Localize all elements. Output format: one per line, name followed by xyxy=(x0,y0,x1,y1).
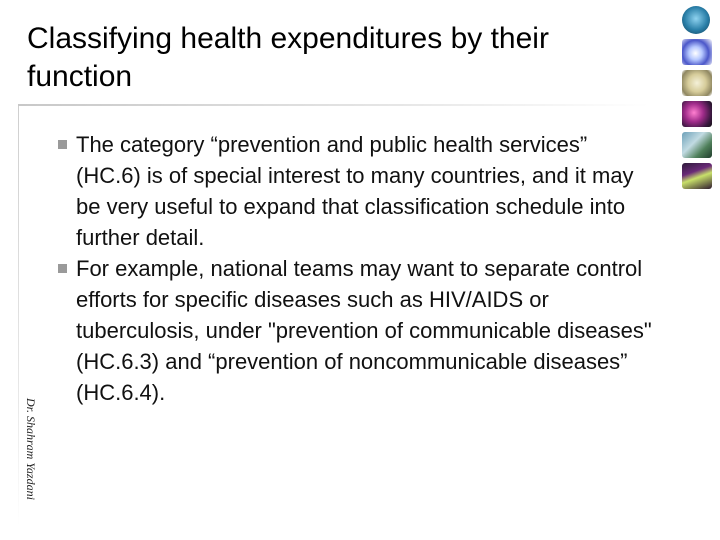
cell-thumbnail-icon xyxy=(682,70,712,96)
magenta-cell-thumbnail-icon xyxy=(682,101,712,127)
square-bullet-icon xyxy=(58,264,67,273)
decorative-thumbnail-strip xyxy=(682,6,716,194)
bullet-item xyxy=(58,253,658,408)
author-credit: Dr. Shahram Yazdani xyxy=(24,398,38,500)
globe-thumbnail-icon xyxy=(682,6,710,34)
landscape-thumbnail-icon xyxy=(682,132,712,158)
bullet-list xyxy=(58,129,658,408)
microscope-thumbnail-icon xyxy=(682,163,712,189)
bullet-item xyxy=(58,129,658,253)
left-border-line xyxy=(18,106,19,526)
title-underline xyxy=(18,104,650,106)
bullet-text: The category “prevention and public health services” (HC.6) is of special interest to many countries, and it may be very useful to expand that classification schedule into further detail. xyxy=(76,132,634,250)
slide-title: Classifying health expenditures by their function xyxy=(27,22,549,93)
bullet-text: For example, national teams may want to separate control efforts for specific diseases such as HIV/AIDS or tuberculosis, under "prevention of communicable diseases" (HC.6.3) and “prevention of noncommunicable diseases” (HC.6.4). xyxy=(76,256,652,405)
molecule-thumbnail-icon xyxy=(682,39,712,65)
square-bullet-icon xyxy=(58,140,67,149)
